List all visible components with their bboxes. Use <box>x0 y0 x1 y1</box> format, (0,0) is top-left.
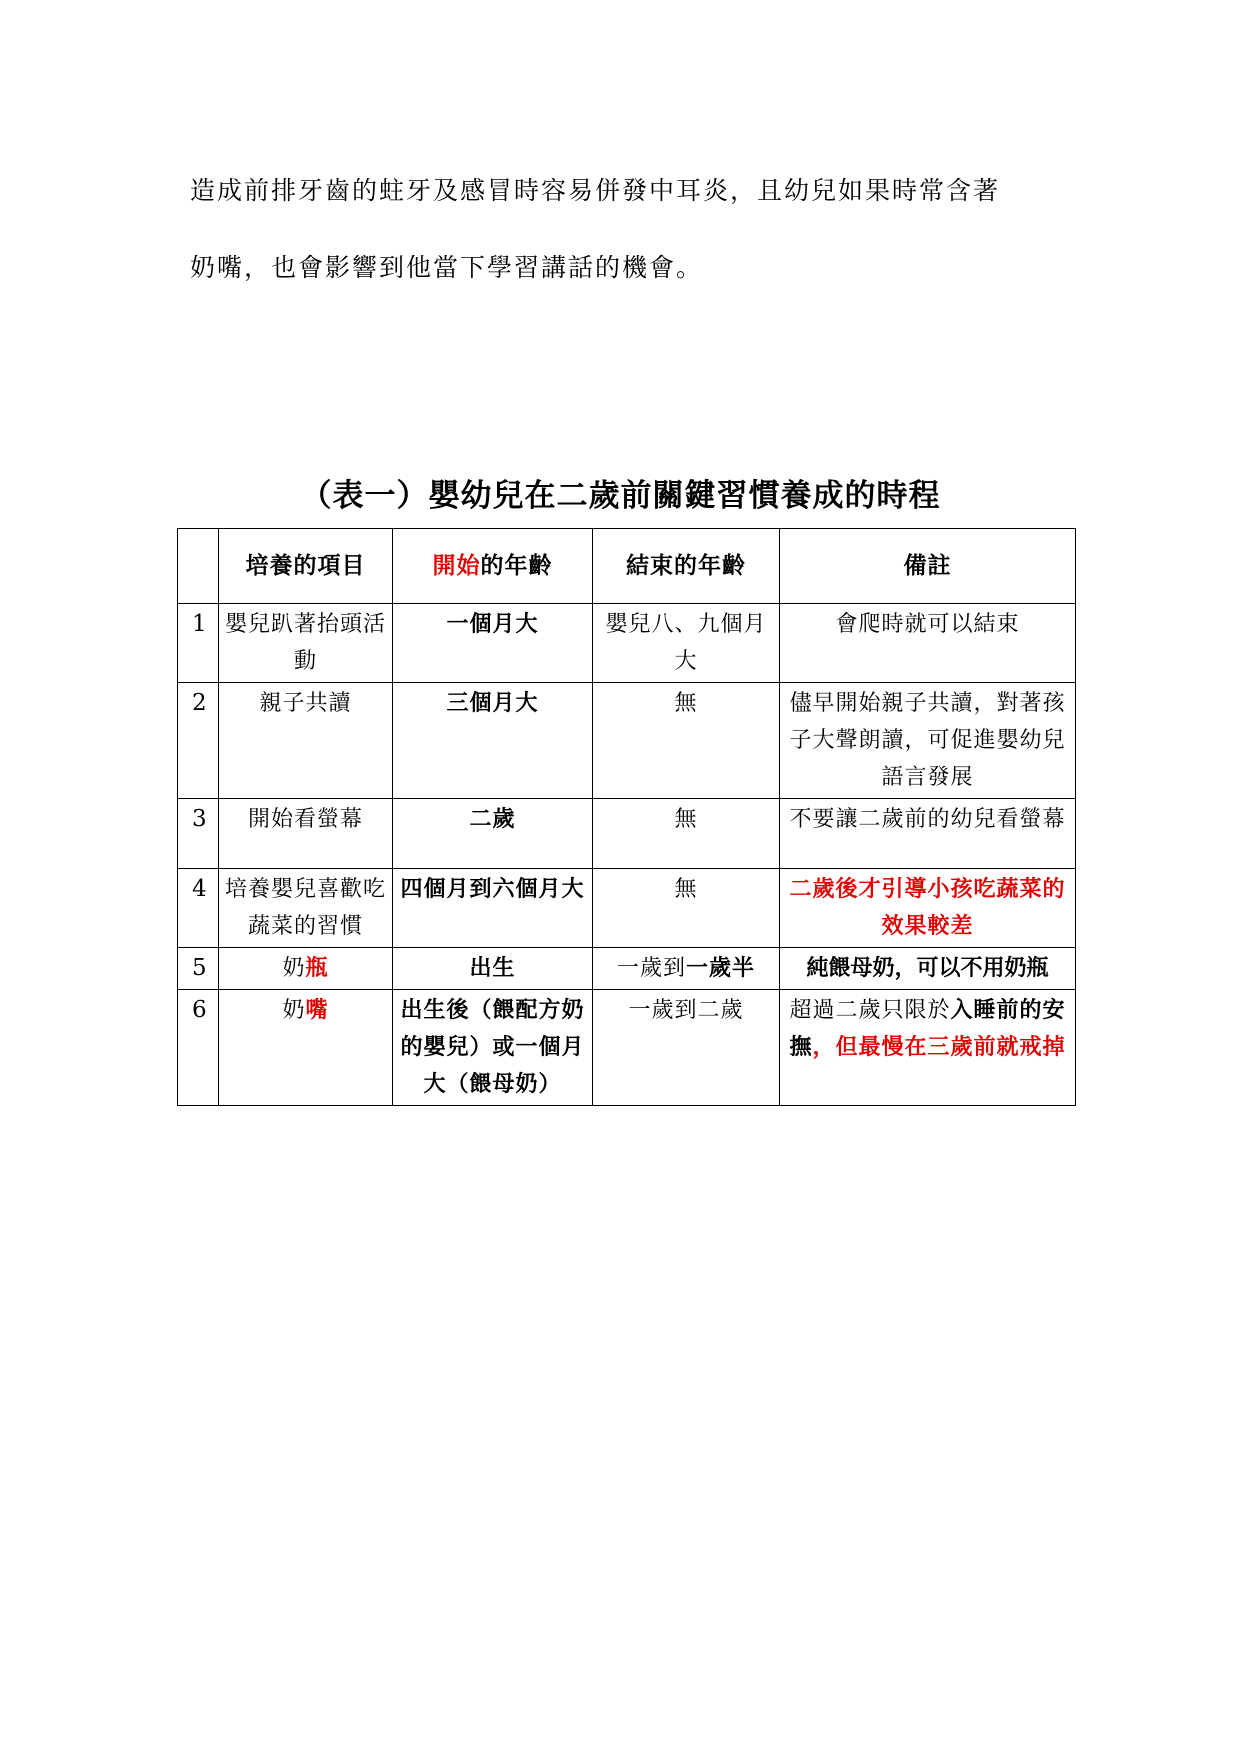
header-start-rest: 的年齡 <box>480 552 553 579</box>
row-start: 出生後（餵配方奶的嬰兒）或一個月大（餵母奶） <box>393 990 593 1106</box>
row-note: 二歲後才引導小孩吃蔬菜的效果較差 <box>780 869 1076 948</box>
row-end: 無 <box>593 869 780 948</box>
row-item-b: 瓶 <box>305 956 329 981</box>
row-end: 無 <box>593 799 780 869</box>
table-row <box>178 869 1076 948</box>
habits-table <box>177 528 1076 1106</box>
table-row <box>178 683 1076 799</box>
row-item: 親子共讀 <box>219 683 393 799</box>
row-num: 4 <box>178 869 219 948</box>
header-note: 備註 <box>780 529 1076 604</box>
row-end: 無 <box>593 683 780 799</box>
row-note: 純餵母奶，可以不用奶瓶 <box>780 948 1076 990</box>
table-row <box>178 799 1076 869</box>
paragraph-line-2: 奶嘴，也會影響到他當下學習講話的機會。 <box>190 253 704 282</box>
row-item-a: 奶 <box>282 956 306 981</box>
row-note: 不要讓二歲前的幼兒看螢幕 <box>780 799 1076 869</box>
row-num: 2 <box>178 683 219 799</box>
row-item <box>219 990 393 1106</box>
row-end: 一歲到二歲 <box>593 990 780 1106</box>
row-end <box>593 948 780 990</box>
row-end-b: 一歲半 <box>686 956 756 981</box>
table-row <box>178 948 1076 990</box>
row-num: 6 <box>178 990 219 1106</box>
row-item <box>219 948 393 990</box>
paragraph-line-1: 造成前排牙齒的蛀牙及感冒時容易併發中耳炎，且幼兒如果時常含著 <box>190 176 1001 205</box>
row-num: 1 <box>178 604 219 683</box>
row-num: 3 <box>178 799 219 869</box>
row-note: 儘早開始親子共讀，對著孩子大聲朗讀，可促進嬰幼兒語言發展 <box>780 683 1076 799</box>
row-item: 嬰兒趴著抬頭活動 <box>219 604 393 683</box>
row-num: 5 <box>178 948 219 990</box>
row-item-a: 奶 <box>282 998 306 1023</box>
row-note-a: 超過二歲只限於 <box>789 998 951 1023</box>
table-row <box>178 604 1076 683</box>
row-start: 四個月到六個月大 <box>393 869 593 948</box>
row-note <box>780 990 1076 1106</box>
header-item: 培養的項目 <box>219 529 393 604</box>
row-item: 培養嬰兒喜歡吃蔬菜的習慣 <box>219 869 393 948</box>
table-row <box>178 990 1076 1106</box>
table-header-row <box>178 529 1076 604</box>
row-start: 三個月大 <box>393 683 593 799</box>
row-start: 二歲 <box>393 799 593 869</box>
row-note: 會爬時就可以結束 <box>780 604 1076 683</box>
row-note-c: ，但最慢在三歲前就戒掉 <box>812 1035 1066 1060</box>
row-end-a: 一歲到 <box>616 956 686 981</box>
header-start-red: 開始 <box>432 552 481 579</box>
row-item-b: 嘴 <box>305 998 329 1023</box>
header-start <box>393 529 593 604</box>
row-start: 一個月大 <box>393 604 593 683</box>
row-item: 開始看螢幕 <box>219 799 393 869</box>
header-num <box>178 529 219 604</box>
header-end: 結束的年齡 <box>593 529 780 604</box>
row-note-b: 入睡前的安撫 <box>789 998 1066 1060</box>
row-end: 嬰兒八、九個月大 <box>593 604 780 683</box>
row-start: 出生 <box>393 948 593 990</box>
table-title: （表一）嬰幼兒在二歲前關鍵習慣養成的時程 <box>300 478 941 514</box>
